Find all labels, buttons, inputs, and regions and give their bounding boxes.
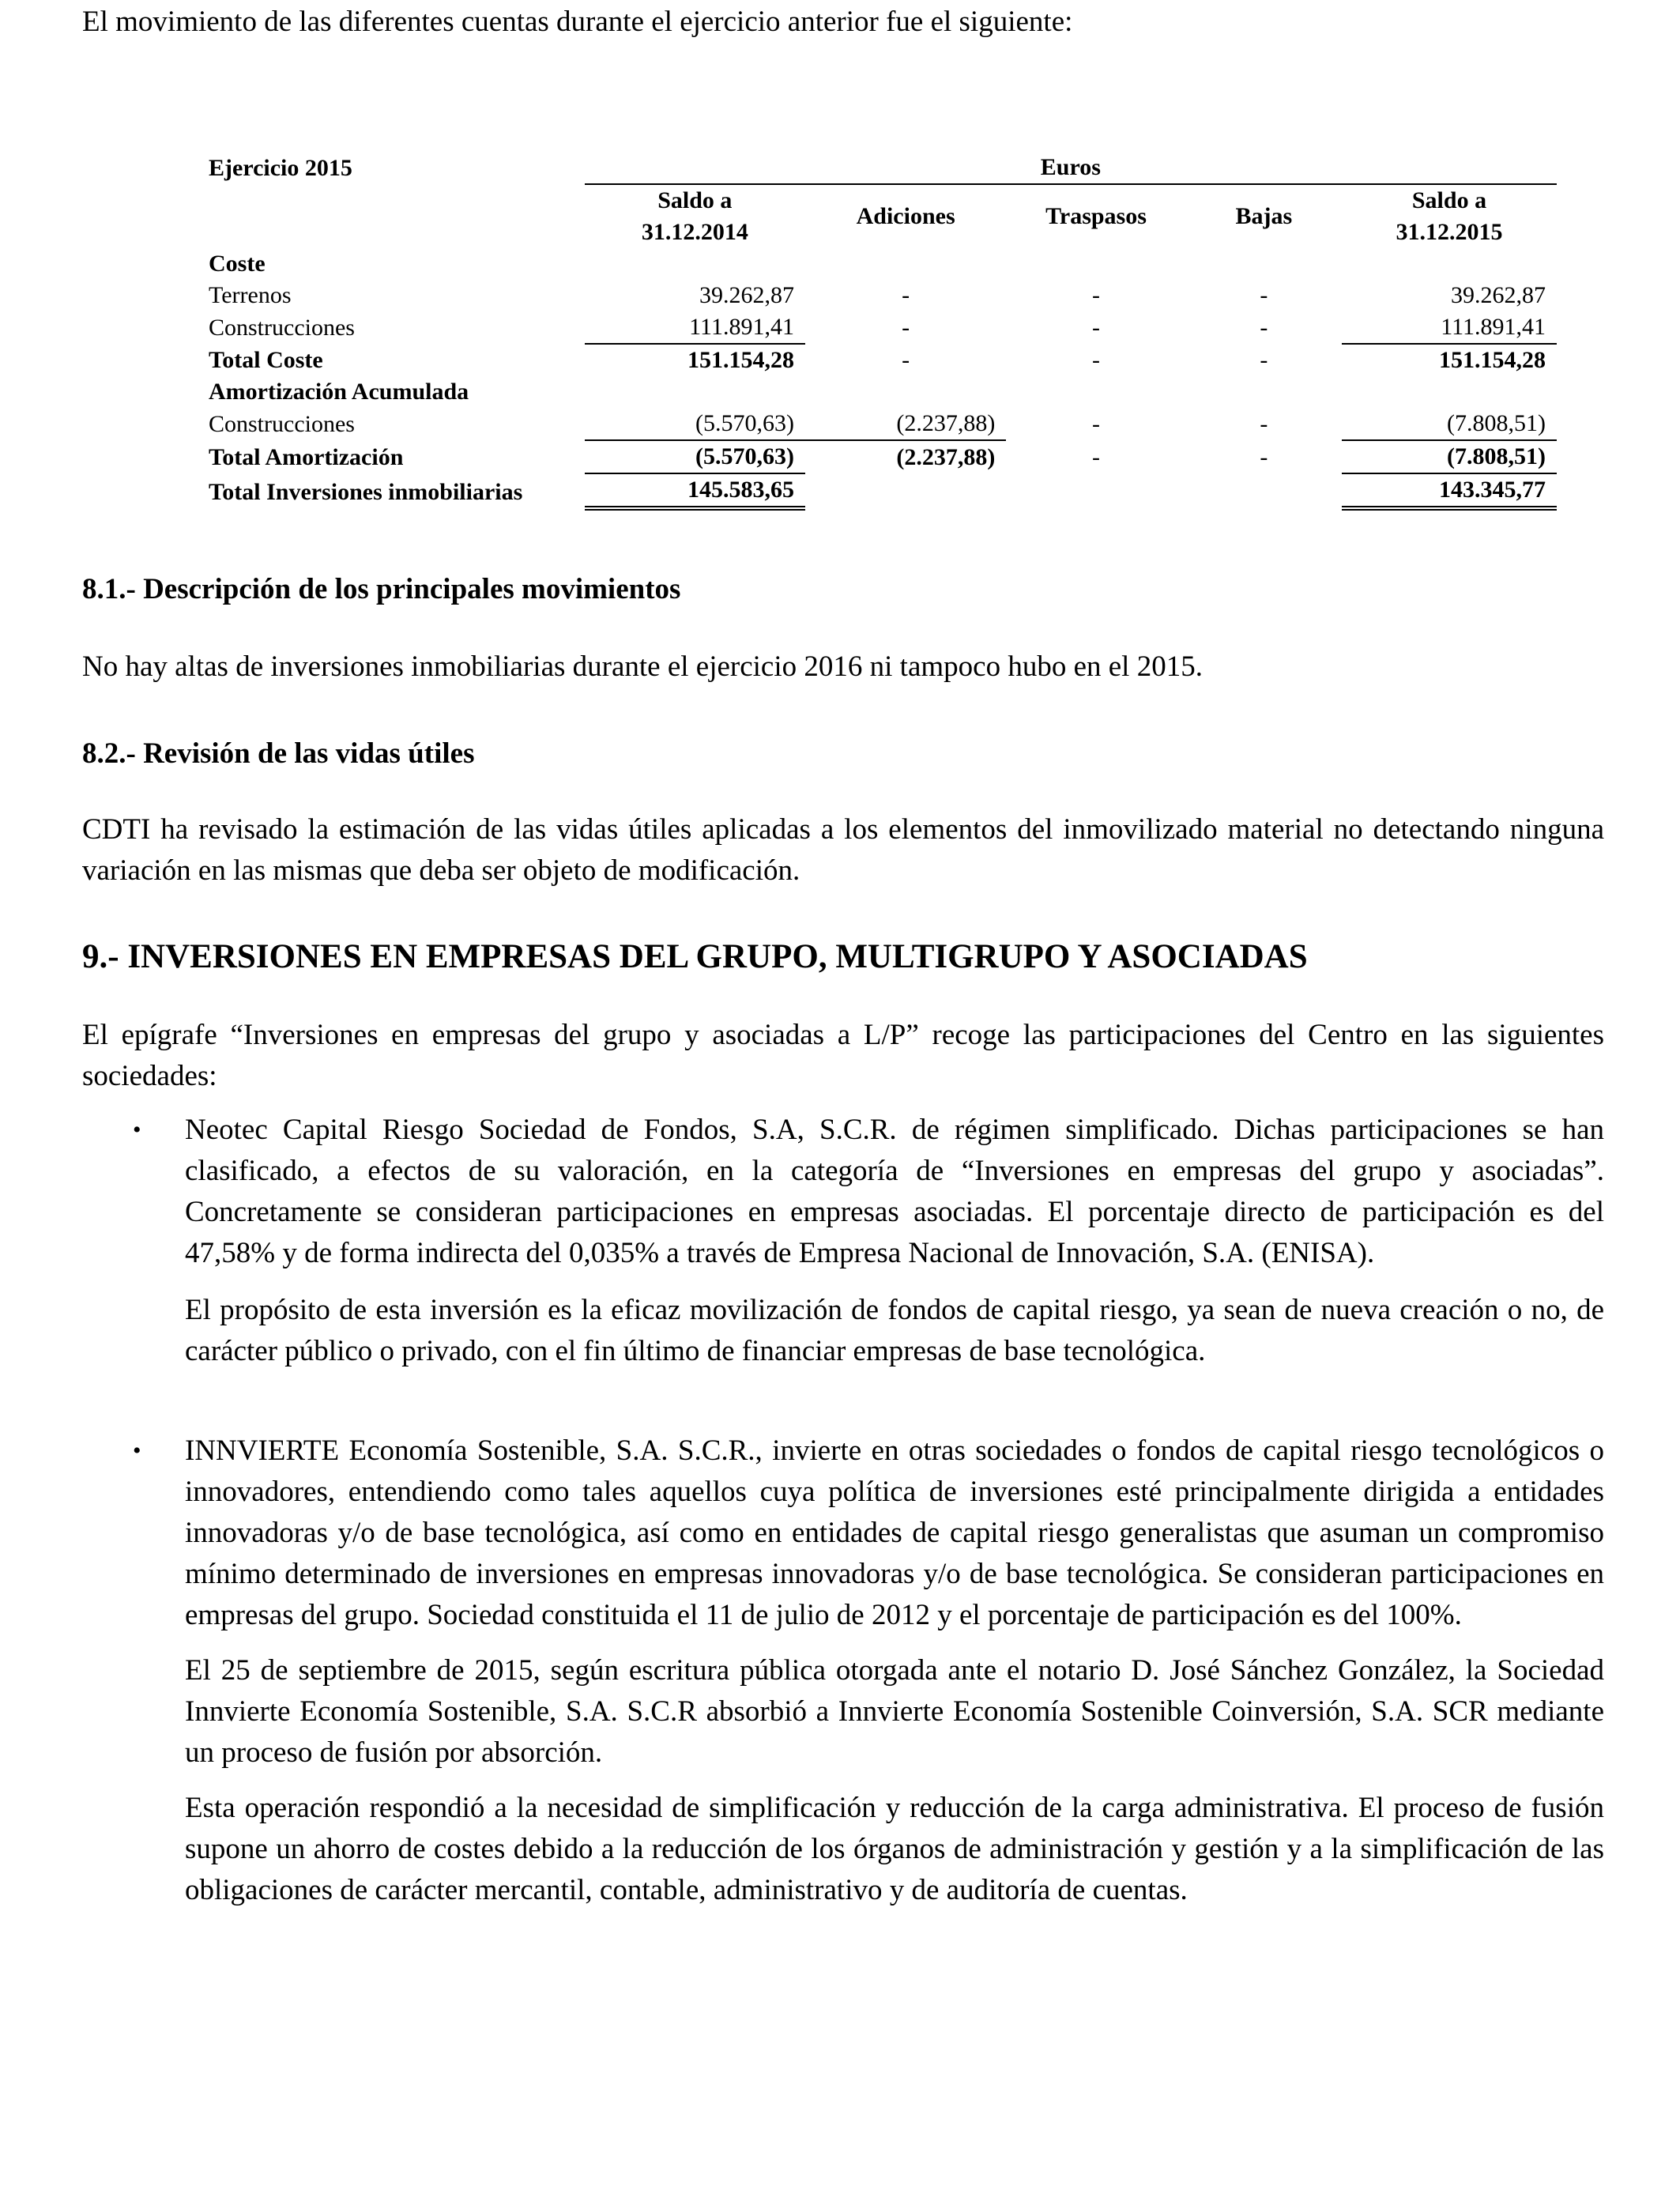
table-row: Construcciones 111.891,41 - - - 111.891,41 (205, 311, 1557, 344)
section-9-intro: El epígrafe “Inversiones en empresas del grupo y asociadas a L/P” recoge las participaciones del Centro en las siguientes sociedades: (82, 1019, 1604, 1092)
table-row: Total Amortización (5.570,63) (2.237,88) - - (7.808,51) (205, 440, 1557, 473)
section-8-1-heading: 8.1.- Descripción de los principales movimientos (82, 573, 681, 605)
table-title: Ejercicio 2015 (209, 155, 352, 181)
col-header-bajas: Bajas (1235, 203, 1293, 229)
col-header-saldo-final: Saldo a 31.12.2015 (1396, 187, 1503, 245)
bullet-2-paragraph-2: El 25 de septiembre de 2015, según escritura pública otorgada ante el notario D. José Sánchez González, la Sociedad Innvierte Economía Sostenible, S.A. S.C.R absorbió a Innvierte Economía Sostenible Coinversión, S.A. SCR mediante un proceso de fusión por absorción. (185, 1654, 1604, 1769)
currency-header: Euros (585, 152, 1557, 184)
bullet-icon: • (133, 1438, 141, 1464)
list-item (133, 1431, 1604, 1911)
bullet-icon: • (133, 1117, 141, 1143)
col-header-saldo-inicial: Saldo a 31.12.2014 (641, 187, 748, 245)
intro-paragraph: El movimiento de las diferentes cuentas durante el ejercicio anterior fue el siguiente: (82, 6, 1073, 38)
table-row: Terrenos 39.262,87 - - - 39.262,87 (209, 282, 1546, 308)
bullet-2-paragraph-3: Esta operación respondió a la necesidad de simplificación y reducción de la carga administrativa. El proceso de fusión supone un ahorro de costes debido a la reducción de los órganos de administración y gestión y a la simplificación de las obligaciones de carácter mercantil, contable, administrativo y de auditoría de cuentas. (185, 1792, 1604, 1906)
section-8-2-text: CDTI ha revisado la estimación de las vidas útiles aplicadas a los elementos del inmovilizado material no detectando ninguna variación en las mismas que deba ser objeto de modificación. (82, 813, 1604, 887)
movements-table (205, 152, 1557, 511)
table-row: Coste (209, 251, 266, 277)
bullet-2-paragraph-1: INNVIERTE Economía Sostenible, S.A. S.C.R., invierte en otras sociedades o fondos de capital riesgo tecnológicos o innovadores, entendiendo como tales aquellos cuya política de inversiones esté principalmente dirigida a entidades innovadoras y/o de base tecnológica, así como en entidades de capital riesgo generalistas que asuman un compromiso mínimo determinado de inversiones en empresas innovadoras y/o de base tecnológica. Se consideran participaciones en empresas del grupo. Sociedad constituida el 11 de julio de 2012 y el porcentaje de participación es del 100%. (185, 1434, 1604, 1631)
list-item (133, 1110, 1604, 1372)
table-row: Total Coste 151.154,28 - - - 151.154,28 (209, 347, 1546, 373)
section-8-1-text: No hay altas de inversiones inmobiliarias durante el ejercicio 2016 ni tampoco hubo en el 2015. (82, 650, 1203, 683)
col-header-traspasos: Traspasos (1045, 203, 1147, 229)
section-8-2-heading: 8.2.- Revisión de las vidas útiles (82, 737, 475, 770)
table-row: Amortización Acumulada (209, 379, 469, 405)
table-row: Total Inversiones inmobiliarias 145.583,65 143.345,77 (205, 473, 1557, 508)
col-header-adiciones: Adiciones (856, 203, 955, 229)
bullet-1-paragraph-1: Neotec Capital Riesgo Sociedad de Fondos, S.A, S.C.R. de régimen simplificado. Dichas participaciones se han clasificado, a efectos de su valoración, en la categoría de “Inversiones en empresas del grupo y asociadas”. Concretamente se consideran participaciones en empresas asociadas. El porcentaje directo de participación es del 47,58% y de forma indirecta del 0,035% a través de Empresa Nacional de Innovación, S.A. (ENISA). (185, 1114, 1604, 1269)
section-9-heading: 9.- INVERSIONES EN EMPRESAS DEL GRUPO, MULTIGRUPO Y ASOCIADAS (82, 938, 1308, 975)
bullet-1-paragraph-2: El propósito de esta inversión es la eficaz movilización de fondos de capital riesgo, ya sean de nueva creación o no, de carácter público o privado, con el fin último de financiar empresas de base tecnológica. (185, 1294, 1604, 1367)
table-row: Construcciones (5.570,63) (2.237,88) - - (7.808,51) (205, 408, 1557, 440)
